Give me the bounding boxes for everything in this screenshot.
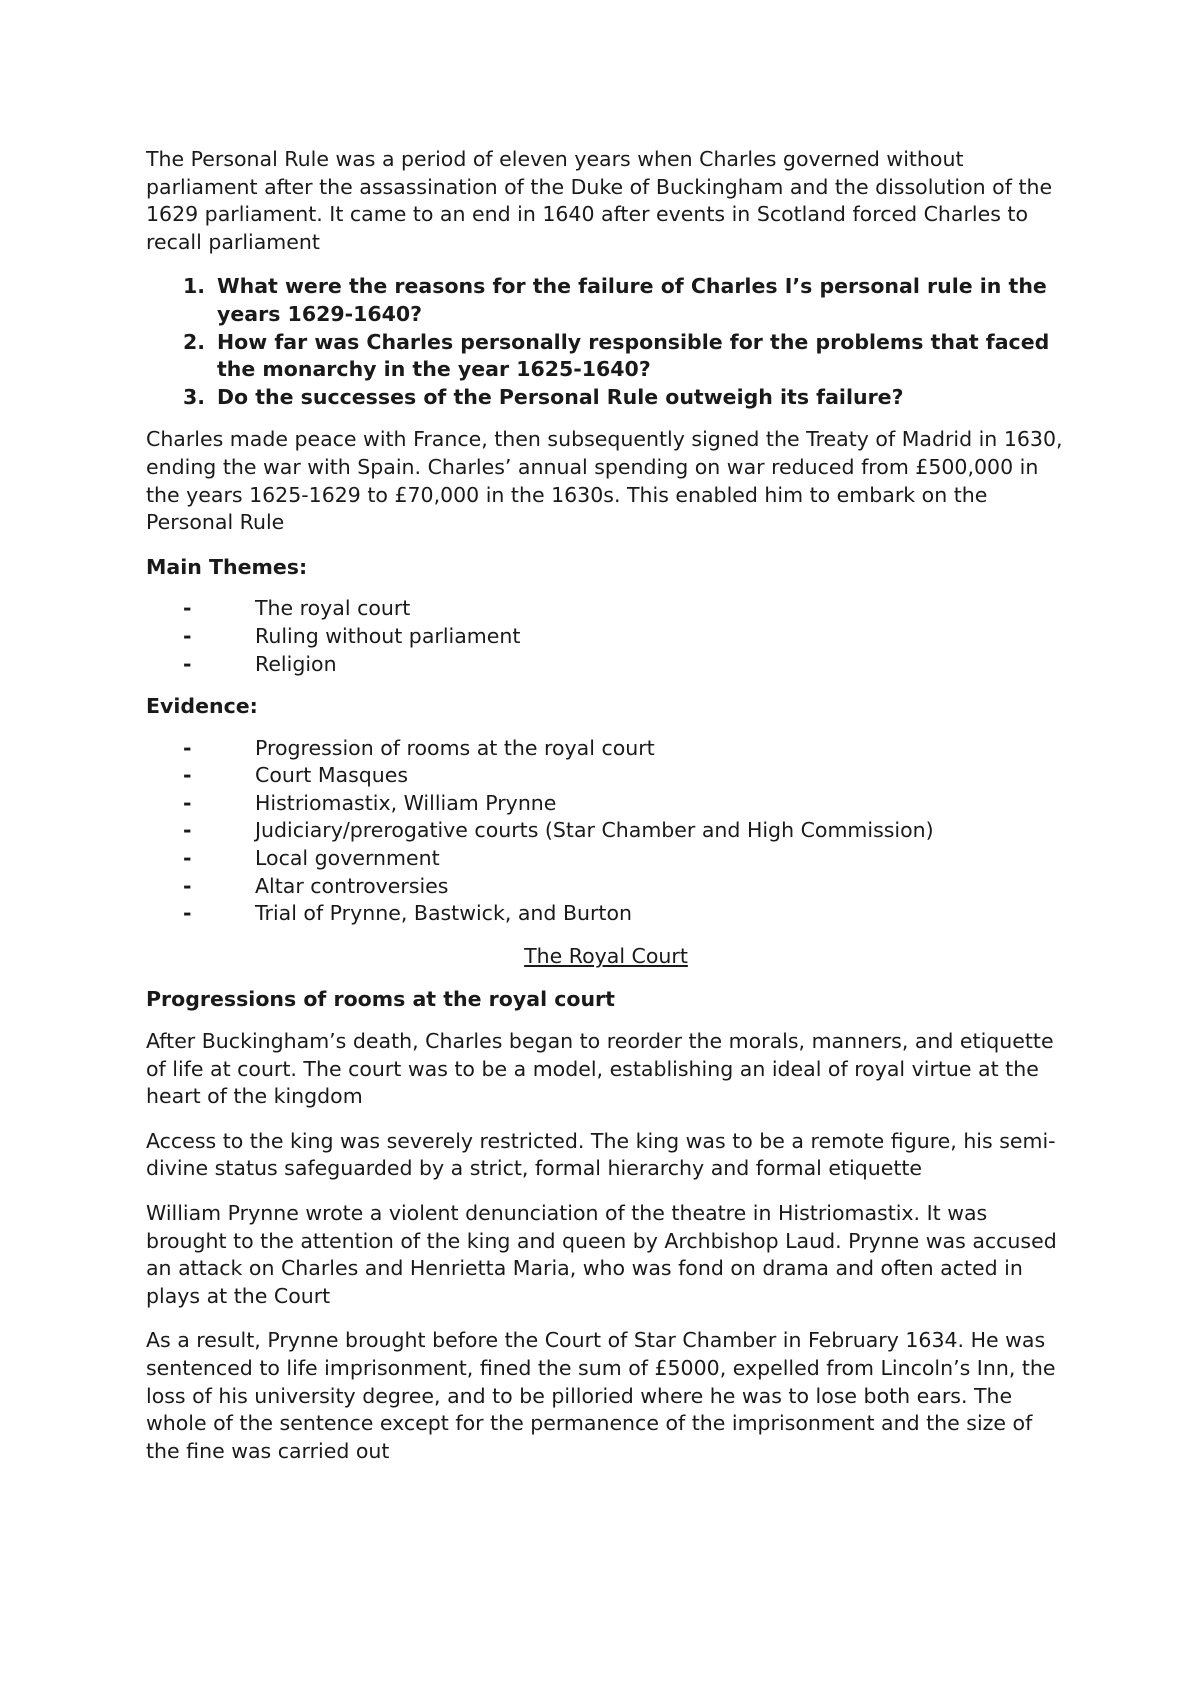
list-item-text: Local government — [255, 846, 440, 871]
questions-list — [146, 273, 1066, 411]
body-paragraph: After Buckingham’s death, Charles began to reorder the morals, manners, and etiquette of life at court. The court was to be a model, establishing an ideal of royal virtue at the heart of the kingdom — [146, 1029, 1054, 1109]
dash-bullet: - — [183, 818, 192, 843]
list-item — [146, 845, 1080, 873]
list-item — [146, 873, 1080, 901]
list-item-text: Court Masques — [255, 763, 409, 788]
dash-bullet: - — [183, 790, 192, 815]
list-item-text: The royal court — [255, 596, 411, 621]
question-text: What were the reasons for the failure of Charles I’s personal rule in the years 1629-1640? — [217, 274, 1047, 326]
list-item-text: Progression of rooms at the royal court — [255, 735, 655, 760]
dash-bullet: - — [183, 596, 192, 621]
body-paragraph: As a result, Prynne brought before the Court of Star Chamber in February 1634. He was sentenced to life imprisonment, fined the sum of £5000, expelled from Lincoln’s Inn, the loss of his university degree, and to be pilloried where he was to lose both ears. The whole of the sentence except for the permanence of the imprisonment and the size of the fine was carried out — [146, 1328, 1056, 1463]
section-title: The Royal Court — [524, 943, 688, 968]
question-text: How far was Charles personally responsible for the problems that faced the monarchy in the year 1625-1640? — [217, 329, 1050, 382]
list-item-text: Judiciary/prerogative courts (Star Chamber and High Commission) — [255, 818, 934, 843]
list-item — [146, 651, 1080, 679]
question-item — [146, 329, 1066, 384]
list-item — [146, 900, 1080, 928]
list-item — [146, 735, 1080, 763]
dash-bullet: - — [183, 623, 192, 648]
dash-bullet: - — [183, 846, 192, 871]
question-number: 2. — [183, 329, 206, 354]
body-paragraph: Access to the king was severely restricted. The king was to be a remote figure, his semi-divine status safeguarded by a strict, formal hierarchy and formal etiquette — [146, 1128, 1056, 1181]
body-paragraph: William Prynne wrote a violent denunciation of the theatre in Histriomastix. It was brought to the attention of the king and queen by Archbishop Laud. Prynne was accused an attack on Charles and Henrietta Maria, who was fond on drama and often acted in plays at the Court — [146, 1201, 1057, 1308]
dash-bullet: - — [183, 901, 192, 926]
list-item-text: Altar controversies — [255, 873, 449, 898]
dash-bullet: - — [183, 735, 192, 760]
question-item — [146, 273, 1066, 328]
list-item — [146, 817, 1080, 845]
dash-bullet: - — [183, 651, 192, 676]
peace-paragraph: Charles made peace with France, then subsequently signed the Treaty of Madrid in 1630, ending the war with Spain. Charles’ annual spending on war reduced from £500,000 in the years 1625-1629 to £70,000 in the 1630s. This enabled him to embark on the Personal Rule — [146, 427, 1063, 535]
list-item — [146, 790, 1080, 818]
list-item-text: Ruling without parliament — [255, 623, 521, 648]
dash-bullet: - — [183, 763, 192, 788]
question-text: Do the successes of the Personal Rule outweigh its failure? — [217, 384, 904, 409]
evidence-heading: Evidence: — [146, 694, 258, 719]
question-number: 3. — [183, 384, 206, 409]
question-item — [146, 384, 1066, 412]
list-item-text: Religion — [255, 651, 337, 676]
intro-paragraph: The Personal Rule was a period of eleven years when Charles governed without parliament after the assassination of the Duke of Buckingham and the dissolution of the 1629 parliament. It came to an end in 1640 after events in Scotland forced Charles to recall parliament — [146, 147, 1053, 254]
list-item — [146, 623, 1080, 651]
subsection-heading: Progressions of rooms at the royal court — [146, 987, 615, 1012]
list-item — [146, 762, 1080, 790]
evidence-list — [146, 735, 1080, 928]
dash-bullet: - — [183, 873, 192, 898]
list-item-text: Histriomastix, William Prynne — [255, 790, 557, 815]
main-themes-heading: Main Themes: — [146, 554, 308, 579]
list-item — [146, 595, 1080, 623]
list-item-text: Trial of Prynne, Bastwick, and Burton — [255, 901, 632, 926]
themes-list — [146, 595, 1080, 678]
question-number: 1. — [183, 274, 206, 299]
